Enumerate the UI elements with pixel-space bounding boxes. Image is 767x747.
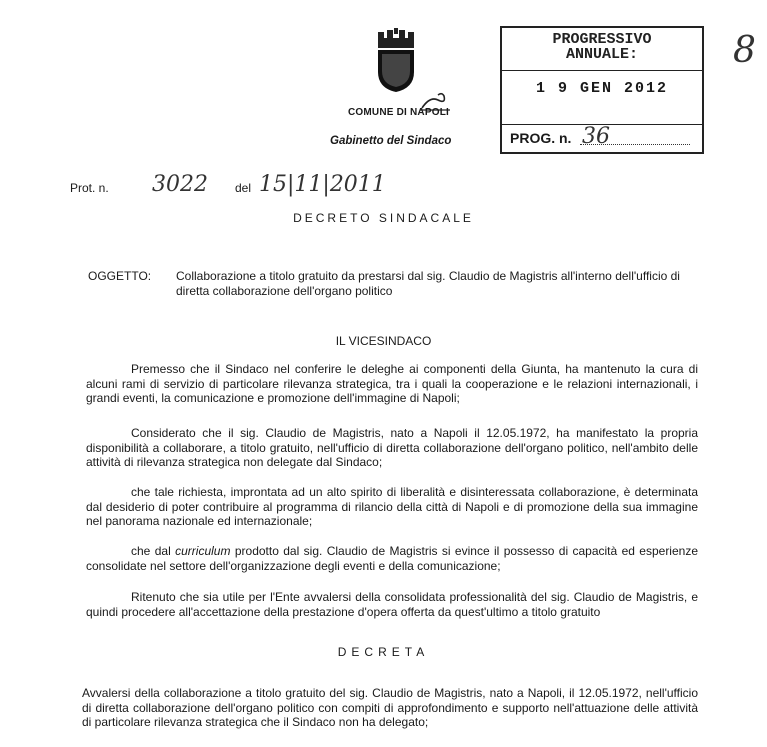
paragraph-premesso [86,362,698,406]
document-title: DECRETO SINDACALE [293,211,474,225]
protocol-label: Prot. n. [70,181,109,195]
paragraph-italic-word: curriculum [175,544,231,558]
paragraph-text: che dal [131,544,176,558]
stamp-title [502,32,702,62]
stamp-divider [502,70,702,71]
subject-text: Collaborazione a titolo gratuito da prestarsi dal sig. Claudio de Magistris all'interno dell'ufficio di diretta collaborazione dell'organo politico [176,269,680,298]
paragraph-text: Premesso che il Sindaco nel conferire le deleghe ai componenti della Giunta, ha mantenuto la cura di alcuni rami di servizio di particolare rilevanza strategica, tra i quali la cooperazione e le relazioni internazionali, i grandi eventi, la comunicazione e promozione dell'immagine di Napoli; [86,362,698,405]
decreta-heading: DECRETA [337,645,430,659]
comune-label: COMUNE DI NAPOLI [348,107,449,118]
paragraph-text: che tale richiesta, improntata ad un alto spirito di liberalità e disinteressata collaborazione, è determinata dal desiderio di poter contribuire al programma di rilancio della città di Napoli e di promozione della sua immagine nel panorama nazionale ed internazionale; [86,485,698,528]
paragraph-richiesta [86,485,698,529]
protocol-stamp [500,26,704,154]
stamp-prog-label: PROG. n. [510,130,572,146]
protocol-date: 15|11|2011 [259,172,386,197]
paragraph-ritenuto [86,590,698,619]
subject-label: OGGETTO: [88,269,152,283]
stamp-date: 1 9 GEN 2012 [535,80,669,97]
gabinetto-label: Gabinetto del Sindaco [330,135,452,147]
napoli-crest-icon [372,28,420,94]
stamp-dotted-line [580,144,690,145]
paragraph-text: prodotto dal sig. Claudio de Magistris si evince il possesso di capacità ed esperienze consolidate nel settore dell'organizzazione degli eventi e della comunicazione; [86,544,698,573]
paragraph-curriculum [86,544,698,573]
issuer-heading: IL VICESINDACO [335,334,432,348]
stamp-title-line2: ANNUALE: [565,46,638,63]
paragraph-text: Ritenuto che sia utile per l'Ente avvalersi della consolidata professionalità del sig. Claudio de Magistris, e quindi procedere all'accettazione della prestazione d'opera offerta da quest'ultimo a titolo gratuito [86,590,698,619]
date-label: del [235,181,252,195]
paragraph-text: Considerato che il sig. Claudio de Magistris, nato a Napoli il 12.05.1972, ha manifestato la propria disponibilità a collaborare, a titolo gratuito, nell'ufficio di diretta collaborazione dell'organo politico, nell'ambito delle attività di rilevanza strategica non delegate dal Sindaco; [86,426,698,469]
protocol-number: 3022 [152,172,208,197]
stamp-title-line1: PROGRESSIVO [552,31,652,48]
handwritten-page-mark: 8 [733,30,756,71]
paragraph-considerato [86,426,698,470]
stamp-prog-number: 36 [582,124,610,149]
paragraph-dispositivo: Avvalersi della collaborazione a titolo gratuito del sig. Claudio de Magistris, nato a Napoli, il 12.05.1972, nell'ufficio di diretta collaborazione dell'organo politico con compiti di approfondimento e supporto nell'attuazione delle attività di particolare rilevanza strategica che il Sindaco non ha delegato; [82,686,698,729]
